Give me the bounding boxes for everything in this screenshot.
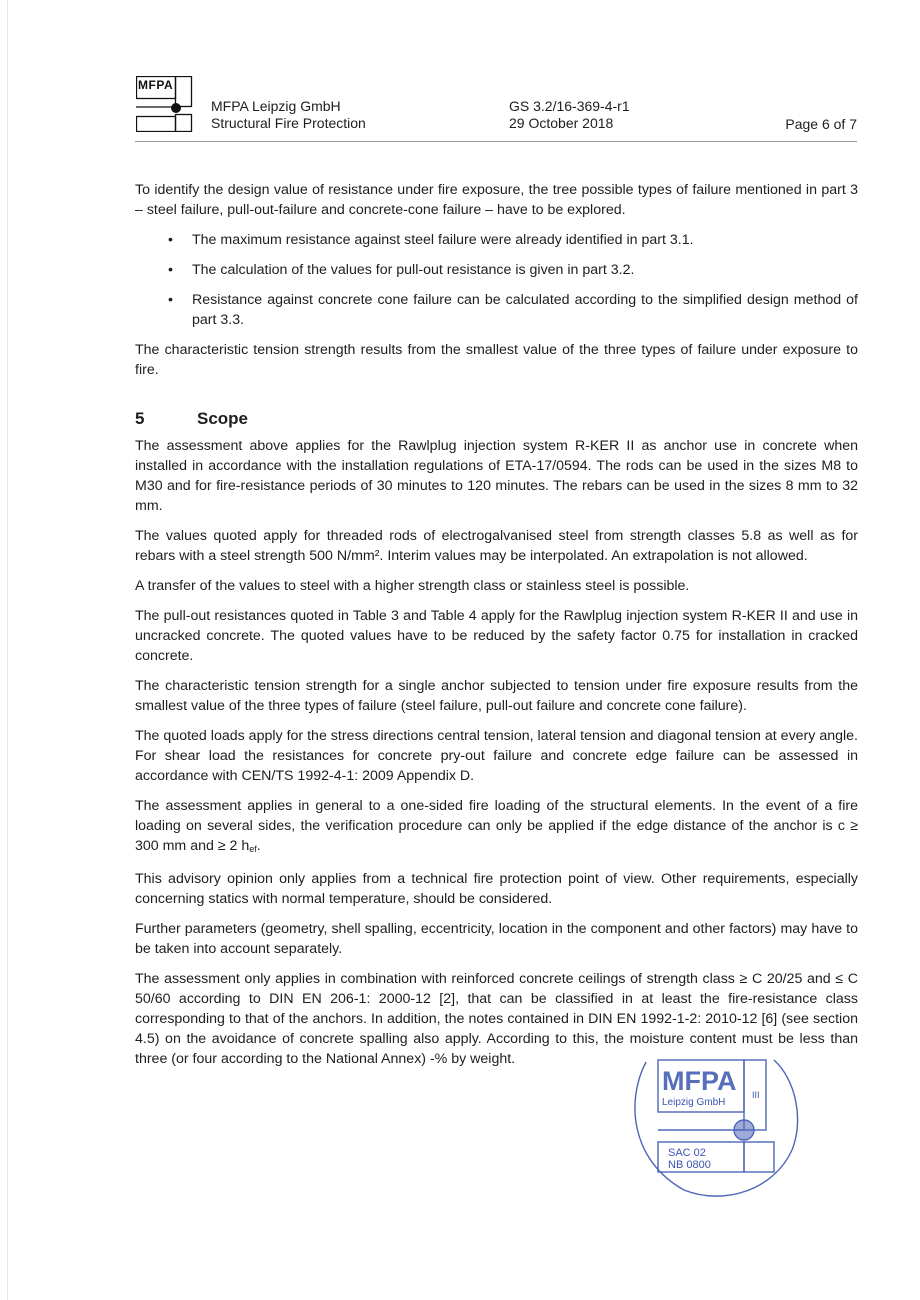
mfpa-logo	[136, 76, 194, 132]
intro-paragraph: To identify the design value of resistance under fire exposure, the tree possible types of failure mentioned in part 3 – steel failure, pull-out-failure and concrete-cone failure – have to be explored.	[135, 182, 858, 218]
scope-paragraph: The characteristic tension strength for a single anchor subjected to tension under fire exposure results from the smallest value of the three types of failure (steel failure, pull-out failure and concrete cone failure).	[135, 678, 858, 714]
stamp-graphic	[624, 1040, 804, 1202]
characteristic-paragraph: The characteristic tension strength results from the smallest value of the three types of failure under exposure to fire.	[135, 342, 858, 378]
stamp-roman: III	[752, 1090, 760, 1100]
scope-paragraph: The values quoted apply for threaded rods of electrogalvanised steel from strength classes 5.8 as well as for rebars with a steel strength 500 N/mm². Interim values may be interpolated. An extrapolation is not allowed.	[135, 528, 858, 564]
scope-paragraph: The quoted loads apply for the stress directions central tension, lateral tension and diagonal tension at every angle. For shear load the resistances for concrete pry-out failure and concrete edge failure can be assessed in accordance with CEN/TS 1992-4-1: 2009 Appendix D.	[135, 728, 858, 784]
scope-paragraph: This advisory opinion only applies from a technical fire protection point of view. Other requirements, especially concerning statics with normal temperature, should be considered.	[135, 871, 858, 907]
list-item: • The calculation of the values for pull-out resistance is given in part 3.2.	[168, 262, 635, 278]
stamp-code-line1: SAC 02	[668, 1147, 706, 1159]
page-edge-line	[7, 0, 8, 1300]
bullet-icon: •	[168, 232, 173, 248]
section-title: Scope	[197, 409, 249, 428]
document-reference: GS 3.2/16-369-4-r1	[509, 98, 630, 114]
stamp-brand: MFPA	[662, 1066, 737, 1096]
list-item: • Resistance against concrete cone failure can be calculated according to the simplified design method of part 3.3.	[168, 292, 858, 328]
document-date: 29 October 2018	[509, 115, 614, 131]
company-department: Structural Fire Protection	[211, 115, 366, 131]
scope-paragraph: Further parameters (geometry, shell spalling, eccentricity, location in the component and other factors) may have to be taken into account separately.	[135, 921, 858, 957]
subscript-ef: ef	[249, 844, 257, 854]
section-number: 5	[135, 409, 145, 428]
scope-paragraph: A transfer of the values to steel with a higher strength class or stainless steel is possible.	[135, 578, 690, 594]
list-item: • The maximum resistance against steel failure were already identified in part 3.1.	[168, 232, 694, 248]
stamp-code-line2: NB 0800	[668, 1159, 711, 1171]
bullet-icon: •	[168, 262, 173, 278]
header-reference	[509, 98, 630, 132]
company-name: MFPA Leipzig GmbH	[211, 98, 341, 114]
stamp-company: Leipzig GmbH	[662, 1097, 726, 1108]
document-body	[135, 180, 858, 1079]
scope-paragraph: The pull-out resistances quoted in Table 3 and Table 4 apply for the Rawlplug injection system R-KER II and use in uncracked concrete. The quoted values have to be reduced by the safety factor 0.75 for installation in cracked concrete.	[135, 608, 858, 664]
section-heading	[135, 408, 858, 430]
official-stamp	[624, 1040, 804, 1202]
failure-types-list	[135, 230, 858, 330]
page-number: Page 6 of 7	[785, 116, 857, 132]
logo-text: MFPA	[138, 78, 174, 92]
header-divider	[135, 141, 857, 142]
header-company	[211, 98, 366, 132]
scope-paragraph: The assessment above applies for the Rawlplug injection system R-KER II as anchor use in concrete when installed in accordance with the installation regulations of ETA-17/0594. The rods can be used in the sizes M8 to M30 and for fire-resistance periods of 30 minutes to 120 minutes. The rebars can be used in the sizes 8 mm to 32 mm.	[135, 438, 858, 514]
edge-distance-paragraph: The assessment applies in general to a one-sided fire loading of the structural elements. In the event of a fire loading on several sides, the verification procedure can only be applied if the edge distance of the anchor is c ≥ 300 mm and ≥ 2 $h_{ef}$.	[135, 798, 858, 854]
bullet-icon: •	[168, 292, 173, 308]
scope-paragraph: The assessment only applies in combination with reinforced concrete ceilings of strength class ≥ C 20/25 and ≤ C 50/60 according to DIN EN 206-1: 2000-12 [2], that can be classified in at least the fire-resistance class corresponding to that of the anchors. In addition, the notes contained in DIN EN 1992-1-2: 2010-12 [6] (see section 4.5) on the avoidance of concrete spalling also apply. According to this, the moisture content must be less than three (or four according to the National Annex) -% by weight.	[135, 971, 858, 1067]
